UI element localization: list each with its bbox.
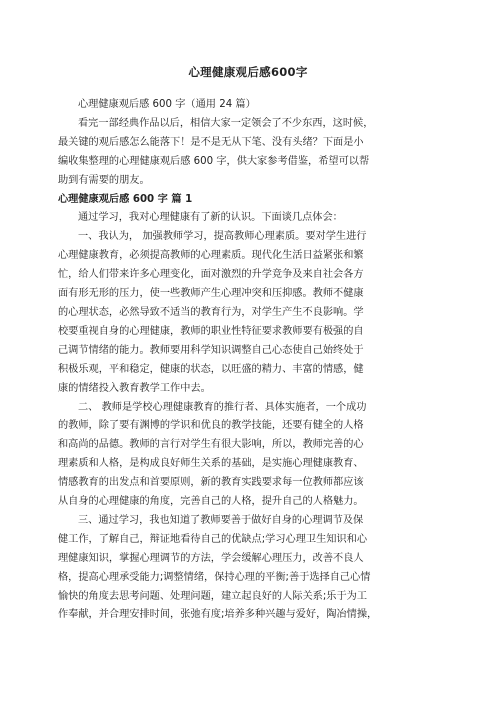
paragraph-line: 己调节情绪的能力。教师要用科学知识调整自己心态使自己始终处于 bbox=[58, 344, 364, 356]
paragraph-line: 的心理状态，必然导致不适当的教育行为，对学生产生不良影响。学 bbox=[58, 306, 364, 318]
paragraph-line: 校要重视自身的心理健康，教师的职业性特征要求教师要有极强的自 bbox=[58, 325, 364, 337]
paragraph-line: 通过学习，我对心理健康有了新的认识。下面谈几点体会： bbox=[78, 212, 343, 224]
paragraph-line: 面有形无形的压力，使一些教师产生心理冲突和压抑感。教师不健康 bbox=[58, 288, 364, 300]
intro-line: 编收集整理的心理健康观后感 600 字，供大家参考借鉴，希望可以帮 bbox=[58, 155, 370, 167]
intro-paragraph bbox=[58, 96, 438, 191]
paragraph-line: 二、 教师是学校心理健康教育的推行者、具体实施者，一个成功 bbox=[78, 401, 367, 413]
paragraph-line: 理素质和人格，是构成良好师生关系的基础，是实施心理健康教育、 bbox=[58, 458, 364, 470]
paragraph-3 bbox=[58, 399, 438, 512]
paragraph-line: 从自身的心理健康的角度，完善自己的人格，提升自己的人格魅力。 bbox=[58, 496, 364, 508]
paragraph-line: 忙，给人们带来许多心理变化，面对激烈的升学竞争及来自社会各方 bbox=[58, 269, 364, 281]
paragraph-line: 三、通过学习，我也知道了教师要善于做好自身的心理调节及保 bbox=[78, 514, 364, 526]
paragraph-line: 情感教育的出发点和首要原则，新的教育实践要求每一位教师都应该 bbox=[58, 477, 364, 489]
section-heading: 心理健康观后感 600 字 篇 1 bbox=[58, 193, 193, 205]
paragraph-4 bbox=[58, 512, 438, 625]
paragraph-line: 一、我认为， 加强教师学习，提高教师心理素质。要对学生进行 bbox=[78, 231, 367, 243]
document-body bbox=[58, 96, 438, 625]
paragraph-2 bbox=[58, 228, 438, 398]
intro-line: 心理健康观后感 600 字（通用 24 篇） bbox=[78, 99, 256, 110]
paragraph-line: 健工作，了解自己，辩证地看待自己的优缺点;学习心理卫生知识和心 bbox=[58, 533, 368, 545]
paragraph-1 bbox=[58, 209, 438, 228]
paragraph-line: 的教师，除了要有渊博的学识和优良的教学技能，还要有健全的人格 bbox=[58, 420, 364, 432]
paragraph-line: 愉快的角度去思考问题、处理问题，建立起良好的人际关系;乐于为工 bbox=[58, 590, 368, 602]
intro-line: 看完一部经典作品以后，相信大家一定领会了不少东西，这时候， bbox=[78, 117, 374, 129]
intro-line: 最关键的观后感怎么能落下！是不是无从下笔、没有头绪？下面是小 bbox=[58, 136, 364, 148]
paragraph-line: 格，提高心理承受能力;调整情绪，保持心理的平衡;善于选择自己心情 bbox=[58, 571, 371, 583]
intro-line: 助到有需要的朋友。 bbox=[58, 174, 150, 186]
paragraph-line: 积极乐观，平和稳定，健康的状态，以旺盛的精力、丰富的情感，健 bbox=[58, 363, 364, 375]
paragraph-line: 康的情绪投入教育教学工作中去。 bbox=[58, 382, 211, 394]
paragraph-line: 理健康知识，掌握心理调节的方法，学会缓解心理压力，改善不良人 bbox=[58, 552, 364, 564]
page-title: 心理健康观后感600字 bbox=[188, 65, 308, 79]
paragraph-line: 作奉献，并合理安排时间，张弛有度;培养多种兴趣与爱好，陶冶情操， bbox=[58, 609, 378, 621]
paragraph-line: 心理健康教育，必须提高教师的心理素质。现代化生活日益紧张和繁 bbox=[58, 250, 364, 262]
paragraph-line: 和高尚的品德。教师的言行对学生有很大影响，所以，教师完善的心 bbox=[58, 439, 364, 451]
